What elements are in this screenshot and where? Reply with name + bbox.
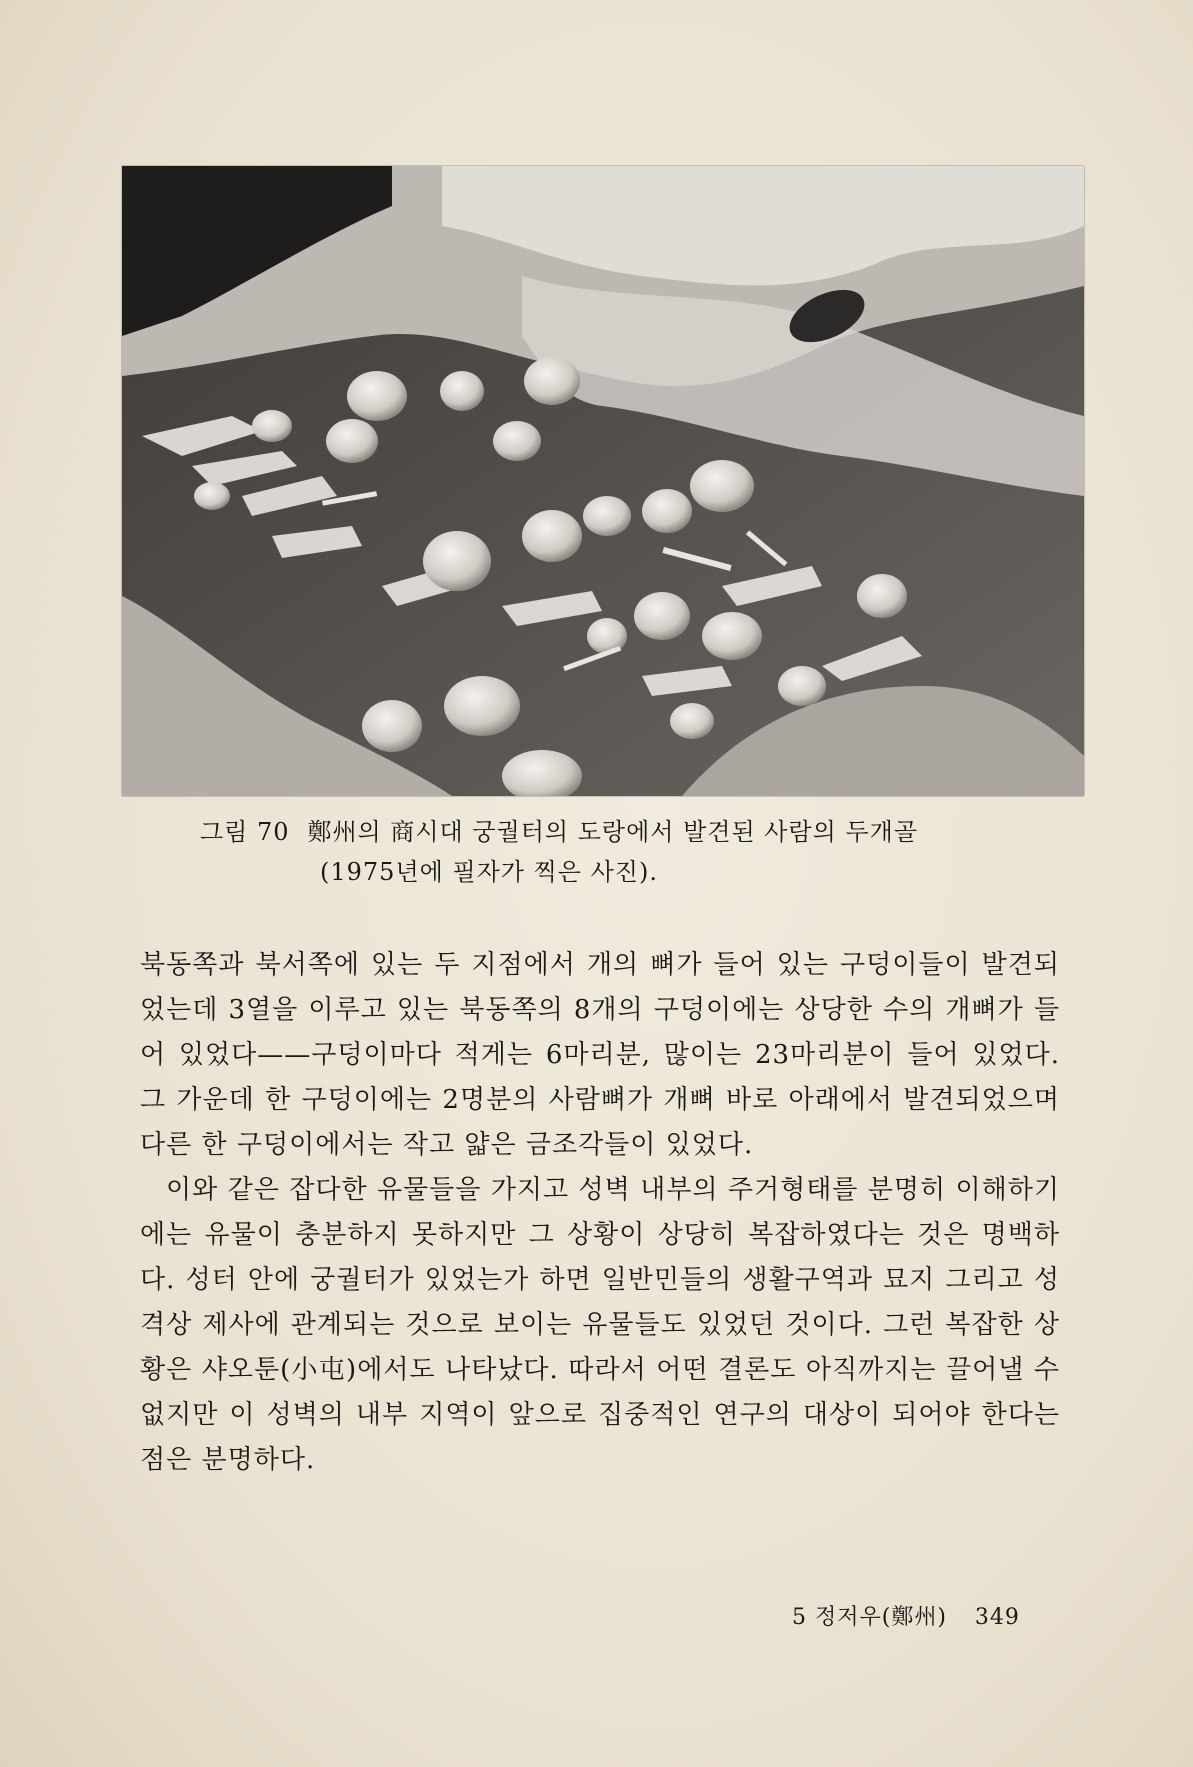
skull-trench-photo-image: [122, 166, 1084, 796]
body-text: [140, 943, 1060, 1483]
figure-caption: [200, 812, 1100, 892]
paragraph-1: 북동쪽과 북서쪽에 있는 두 지점에서 개의 뼈가 들어 있는 구덩이들이 발견되었는데 3열을 이루고 있는 북동쪽의 8개의 구덩이에는 상당한 수의 개뼈가 들어 있었다——구덩이마다 적게는 6마리분, 많이는 23마리분이 들어 있었다. 그 가운데 한 구덩이에는 2명분의 사람뼈가 개뼈 바로 아래에서 발견되었으며 다른 한 구덩이에서는 작고 얇은 금조각들이 있었다.: [140, 950, 1060, 1160]
page-number: 349: [974, 1605, 1020, 1630]
figure-caption-line1: 鄭州의 商시대 궁궐터의 도랑에서 발견된 사람의 두개골: [307, 818, 918, 846]
excavation-photo: [122, 166, 1084, 796]
figure-caption-line2: (1975년에 필자가 찍은 사진).: [320, 858, 658, 886]
page-footer: [792, 1600, 1020, 1631]
figure-label: 그림 70: [200, 818, 290, 846]
paragraph-2: 이와 같은 잡다한 유물들을 가지고 성벽 내부의 주거형태를 분명히 이해하기에는 유물이 충분하지 못하지만 그 상황이 상당히 복잡하였다는 것은 명백하다. 성터 안에 궁궐터가 있었는가 하면 일반민들의 생활구역과 묘지 그리고 성격상 제사에 관계되는 것으로 보이는 유물들도 있었던 것이다. 그런 복잡한 상황은 샤오툰(小屯)에서도 나타났다. 따라서 어떤 결론도 아직까지는 끌어낼 수 없지만 이 성벽의 내부 지역이 앞으로 집중적인 연구의 대상이 되어야 한다는 점은 분명하다.: [140, 1175, 1060, 1475]
chapter-title: 5 정저우(鄭州): [792, 1605, 947, 1630]
